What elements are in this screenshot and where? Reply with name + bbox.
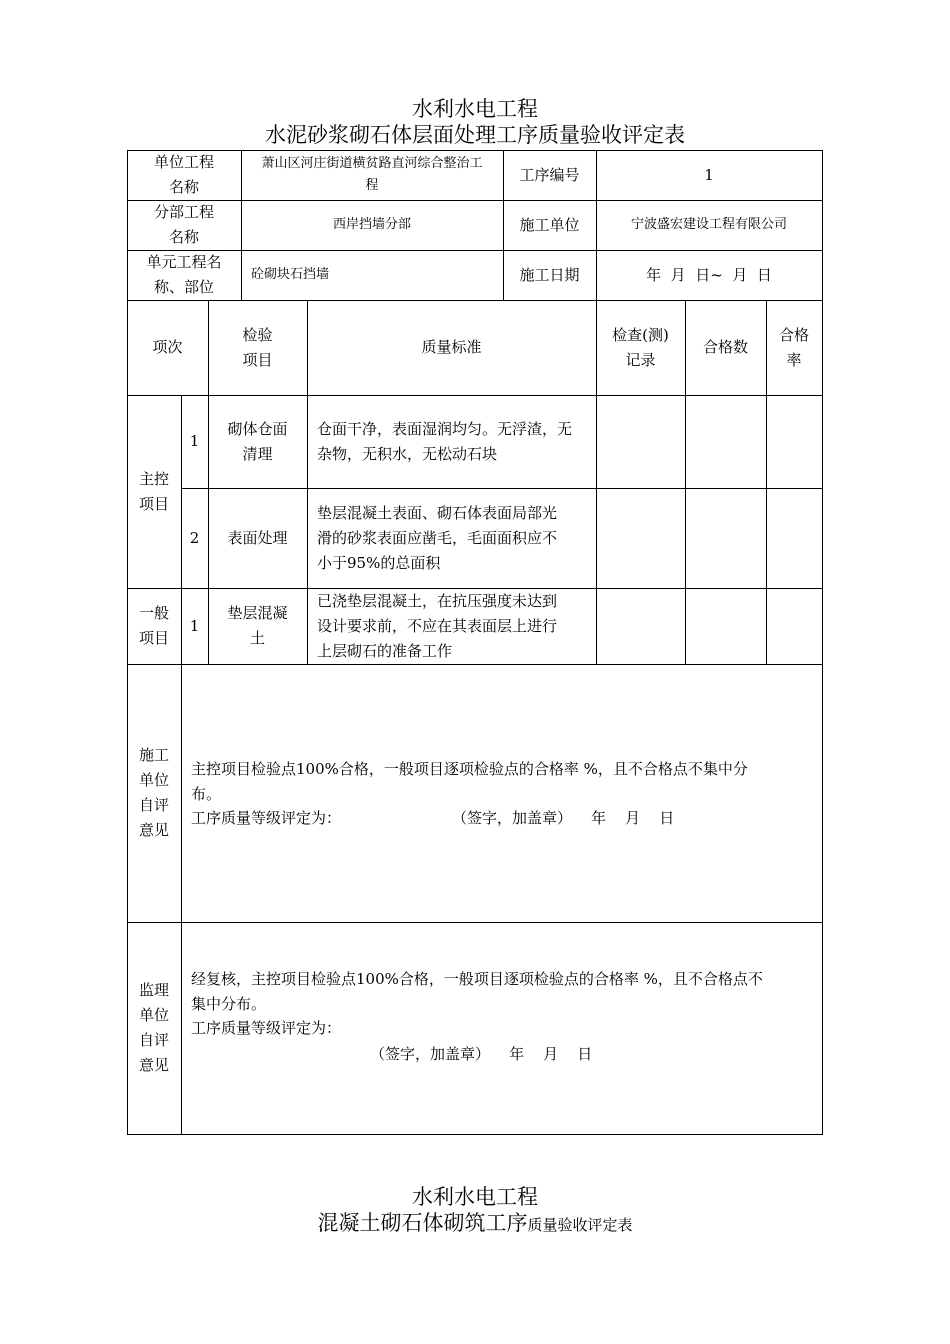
supervision-opinion-label: 监理 单位 自评 意见 — [138, 981, 169, 1074]
construction-unit-label: 施工单位 — [519, 215, 580, 234]
sub-project-label: 分部工程 名称 — [153, 203, 214, 246]
construction-opinion-label: 施工 单位 自评 意见 — [138, 746, 169, 839]
column-header-quality-standard: 质量标准 — [421, 338, 482, 356]
next-document-title-tail: 质量验收评定表 — [527, 1216, 633, 1234]
sub-project-value: 西岸挡墙分部 — [332, 217, 411, 232]
unit-project-label: 单位工程 名称 — [153, 153, 214, 196]
process-no-value: 1 — [704, 165, 714, 184]
column-header-check-record: 检查(测) 记录 — [612, 325, 669, 369]
main-control-row-standard: 垫层混凝土表面、砌石体表面局部光 滑的砂浆表面应凿毛，毛面面积应不 小于95%的总面积 — [317, 503, 558, 572]
construction-date-value: 年 月 日~ 月 日 — [646, 265, 772, 284]
document-title: 水泥砂浆砌石体层面处理工序质量验收评定表 — [265, 123, 685, 147]
next-document-heading: 水利水电工程 — [412, 1185, 538, 1209]
main-control-row-no: 1 — [189, 432, 200, 450]
main-control-row-standard: 仓面干净，表面湿润均匀。无浮渣，无 杂物，无积水，无松动石块 — [317, 419, 573, 463]
supervision-grade-label: 工序质量等级评定为： — [191, 1019, 342, 1037]
supervision-signature: （签字，加盖章） 年 月 日 — [370, 1045, 593, 1063]
main-control-row-item: 表面处理 — [227, 528, 288, 547]
column-header-inspection-item: 检验 项目 — [242, 325, 273, 369]
general-row-no: 1 — [189, 616, 200, 635]
column-header-qualified-count: 合格数 — [702, 338, 748, 356]
construction-date-label: 施工日期 — [519, 265, 580, 284]
next-document-title-main: 混凝土砌石体砌筑工序 — [317, 1211, 528, 1235]
construction-signature: （签字，加盖章） 年 月 日 — [452, 809, 675, 827]
process-no-label: 工序编号 — [519, 165, 580, 184]
construction-unit-value: 宁波盛宏建设工程有限公司 — [630, 217, 787, 232]
general-row-item: 垫层混凝 土 — [227, 604, 288, 647]
general-row-standard: 已浇垫层混凝土，在抗压强度未达到 设计要求前，不应在其表面层上进行 上层砌石的准备工作 — [317, 591, 558, 660]
construction-grade-label: 工序质量等级评定为： — [191, 809, 342, 827]
element-project-label: 单元工程名 称、部位 — [146, 253, 222, 296]
column-header-qualified-rate: 合格 率 — [778, 325, 809, 369]
general-item-label: 一般 项目 — [138, 604, 169, 647]
construction-opinion-text: 主控项目检验点100%合格，一般项目逐项检验点的合格率 %，且不合格点不集中分 布。 — [191, 760, 748, 803]
main-control-row-no: 2 — [189, 528, 200, 547]
document-heading: 水利水电工程 — [412, 97, 538, 121]
supervision-opinion-text: 经复核，主控项目检验点100%合格，一般项目逐项检验点的合格率 %，且不合格点不 集中分布。 — [191, 970, 763, 1013]
element-project-value: 砼砌块石挡墙 — [251, 267, 330, 282]
next-document-title — [0, 1210, 950, 1238]
unit-project-value: 萧山区河庄街道横贫路直河综合整治工 程 — [261, 156, 483, 193]
main-control-label: 主控 项目 — [138, 469, 169, 513]
main-control-row-item: 砌体仓面 清理 — [227, 419, 288, 463]
column-header-item: 项次 — [152, 338, 183, 356]
